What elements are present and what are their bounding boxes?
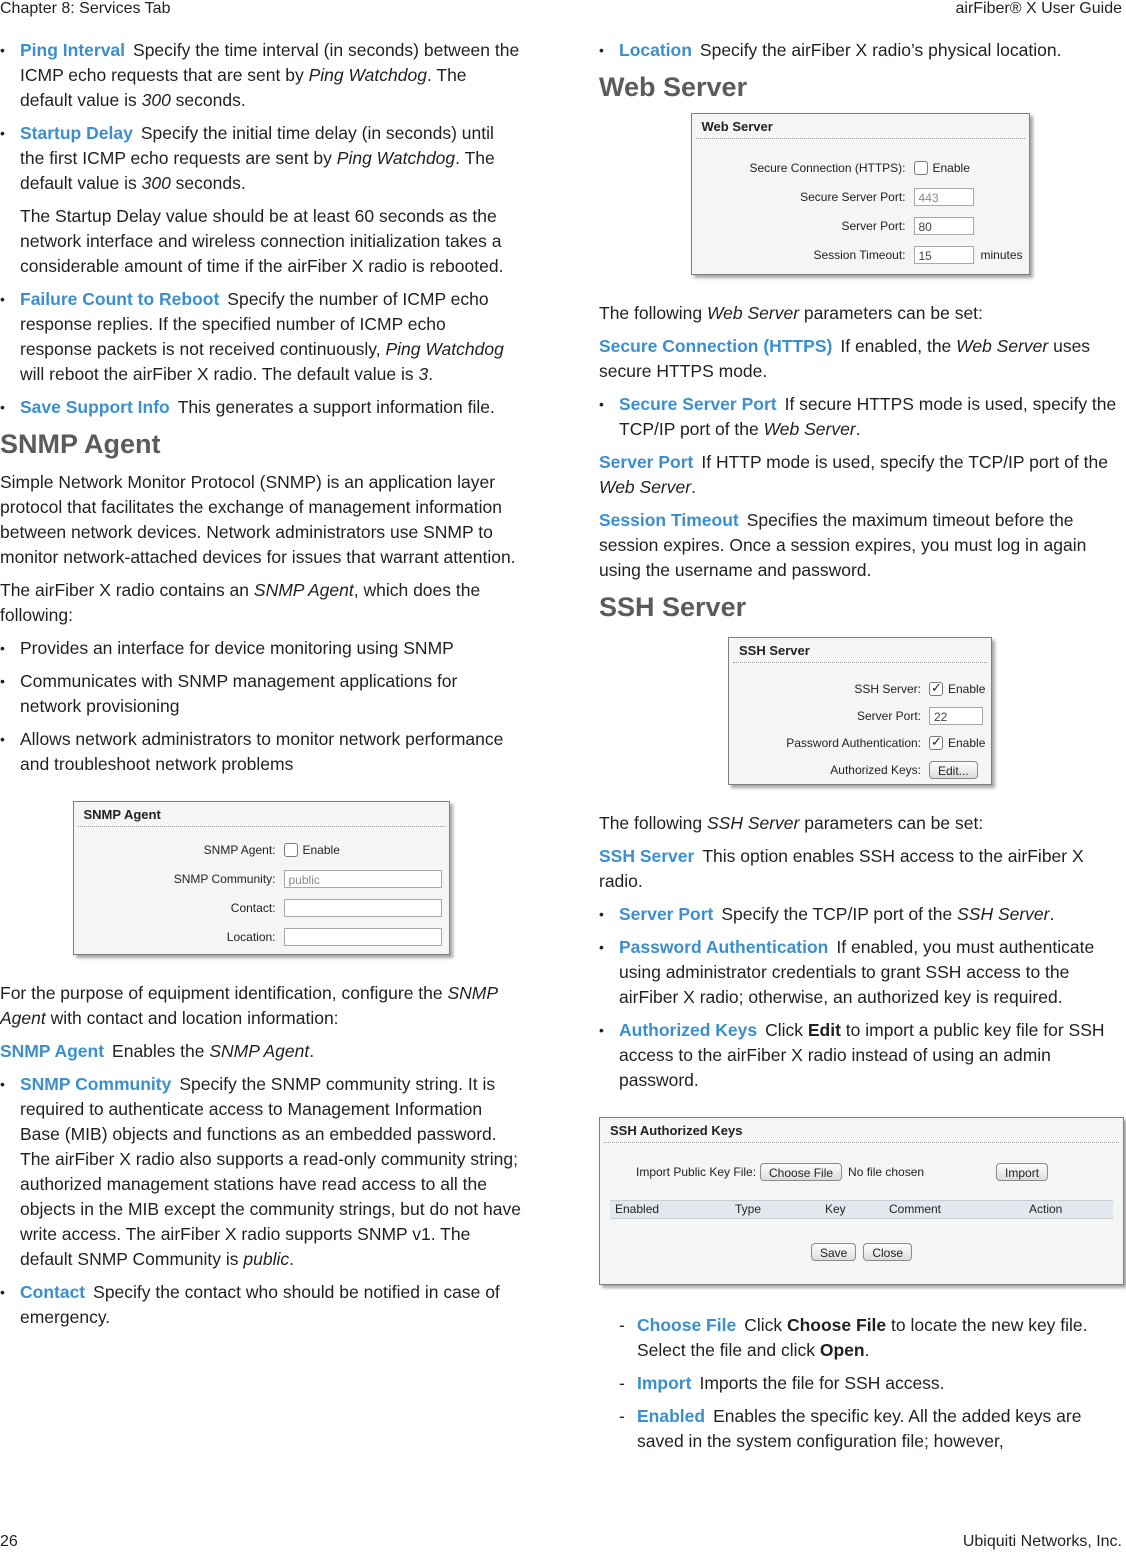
snmp-heading: SNMP Agent <box>0 429 161 459</box>
ssh-panel-title: SSH Server <box>733 638 987 663</box>
web-server-panel <box>691 113 1030 275</box>
contact-label: Contact: <box>230 900 276 915</box>
col-type: Type <box>735 1202 762 1216</box>
list-item: • Allows network administrators to monitor network performance and troubleshoot network problems <box>0 727 522 777</box>
session-timeout-input[interactable]: 15 <box>914 246 974 264</box>
choose-file-item: - Choose File Click Choose File to locate the new key file. Select the file and click Open. <box>599 1313 1121 1363</box>
snmp-agent-panel <box>73 801 450 955</box>
secure-connection-term: Secure Connection (HTTPS) <box>599 336 833 356</box>
snmp-contains: The airFiber X radio contains an SNMP Agent, which does the following: <box>0 580 481 625</box>
session-timeout-term: Session Timeout <box>599 510 739 530</box>
list-item: • Provides an interface for device monitoring using SNMP <box>0 636 522 661</box>
ssh-authorized-keys-panel <box>599 1117 1124 1285</box>
snmp-community-label: SNMP Community: <box>173 871 276 886</box>
ping-interval-term: Ping Interval <box>20 40 126 60</box>
col-action: Action <box>1029 1202 1063 1216</box>
ssh-port-term: Server Port <box>619 904 714 924</box>
startup-delay-term: Startup Delay <box>20 123 133 143</box>
session-timeout-label: Session Timeout: <box>813 247 906 262</box>
timeout-unit: minutes <box>980 247 1023 262</box>
ssh-server-label: SSH Server: <box>854 681 921 696</box>
purpose-text: For the purpose of equipment identification, configure the SNMP Agent with contact and location information: <box>0 983 498 1028</box>
contact-item: • Contact Specify the contact who should be notified in case of emergency. <box>0 1280 522 1330</box>
snmp-panel-title: SNMP Agent <box>78 802 445 827</box>
ssh-port-item: • Server Port Specify the TCP/IP port of the SSH Server. <box>599 902 1121 927</box>
failure-count-term: Failure Count to Reboot <box>20 289 220 309</box>
failure-count-item: • Failure Count to Reboot Specify the number of ICMP echo response replies. If the specified number of ICMP echo response packets is not received continuously, Ping Watchdog will reboot the airFiber X radio. The default value is 3. <box>0 287 522 387</box>
contact-term: Contact <box>20 1282 86 1302</box>
keys-table-header <box>610 1200 1113 1219</box>
server-port-label: Server Port: <box>841 218 906 233</box>
snmp-agent-label: SNMP Agent: <box>203 842 276 857</box>
close-button[interactable]: Close <box>863 1243 912 1261</box>
snmp-community-input[interactable]: public <box>284 870 442 888</box>
ssh-server-panel <box>728 637 992 785</box>
snmp-agent-desc: SNMP Agent Enables the SNMP Agent. <box>0 1041 315 1061</box>
chapter-header: Chapter 8: Services Tab <box>0 0 171 17</box>
server-port-desc: Server Port If HTTP mode is used, specify the TCP/IP port of the Web Server. <box>599 452 1108 497</box>
password-auth-label: Password Authentication: <box>786 735 921 750</box>
authorized-keys-item: • Authorized Keys Click Edit to import a public key file for SSH access to the airFiber X radio instead of using an admin password. <box>599 1018 1121 1093</box>
authorized-keys-term: Authorized Keys <box>619 1020 758 1040</box>
snmp-intro: Simple Network Monitor Protocol (SNMP) is an application layer protocol that facilitates the exchange of management information between network devices. Network administrators use SNMP to monitor network-attached devices for issues that warrant attention. <box>0 472 516 567</box>
password-auth-enable-label: Enable <box>948 735 986 750</box>
ping-interval-item: • Ping Interval Specify the time interval (in seconds) between the ICMP echo requests that are sent by Ping Watchdog. The default value is 300 seconds. <box>0 38 522 113</box>
ssh-enable-label: Enable <box>948 681 986 696</box>
ssh-server-desc: SSH Server This option enables SSH access to the airFiber X radio. <box>599 846 1084 891</box>
col-enabled: Enabled <box>615 1202 660 1216</box>
secure-connection-checkbox[interactable] <box>914 161 928 175</box>
list-item: • Communicates with SNMP management applications for network provisioning <box>0 669 522 719</box>
secure-port-term: Secure Server Port <box>619 394 777 414</box>
location-term: Location <box>619 40 692 60</box>
ssh-following: The following SSH Server parameters can be set: <box>599 813 984 833</box>
keys-panel-title: SSH Authorized Keys <box>604 1118 1119 1143</box>
enabled-item: - Enabled Enables the specific key. All the added keys are saved in the system configuration file; however, <box>599 1404 1121 1454</box>
snmp-community-term: SNMP Community <box>20 1074 172 1094</box>
company-footer: Ubiquiti Networks, Inc. <box>962 1533 1122 1550</box>
choose-file-button[interactable]: Choose File <box>760 1163 842 1181</box>
server-port-term: Server Port <box>599 452 694 472</box>
ssh-server-heading: SSH Server <box>599 592 747 622</box>
col-comment: Comment <box>889 1202 942 1216</box>
web-following: The following Web Server parameters can be set: <box>599 303 983 323</box>
ssh-server-checkbox[interactable] <box>929 682 943 696</box>
location-input[interactable] <box>284 928 442 946</box>
import-key-label: Import Public Key File: <box>636 1164 757 1179</box>
authorized-keys-label: Authorized Keys: <box>830 762 921 777</box>
password-auth-checkbox[interactable] <box>929 736 943 750</box>
ssh-port-label: Server Port: <box>856 708 921 723</box>
import-item: - Import Imports the file for SSH access. <box>599 1371 1121 1396</box>
snmp-agent-enable-label: Enable <box>302 842 340 857</box>
secure-port-item: • Secure Server Port If secure HTTPS mode is used, specify the TCP/IP port of the Web Server. <box>599 392 1121 442</box>
enabled-term: Enabled <box>637 1406 706 1426</box>
left-column <box>0 38 522 1338</box>
ssh-port-input[interactable]: 22 <box>929 707 983 725</box>
secure-connection-desc: Secure Connection (HTTPS) If enabled, the Web Server uses secure HTTPS mode. <box>599 336 1091 381</box>
location-label: Location: <box>226 929 276 944</box>
contact-input[interactable] <box>284 899 442 917</box>
secure-port-label: Secure Server Port: <box>800 189 906 204</box>
secure-connection-label: Secure Connection (HTTPS): <box>749 160 906 175</box>
snmp-agent-checkbox[interactable] <box>284 843 298 857</box>
password-auth-term: Password Authentication <box>619 937 829 957</box>
edit-keys-button[interactable]: Edit... <box>929 761 978 779</box>
import-button[interactable]: Import <box>996 1163 1048 1181</box>
secure-port-input[interactable]: 443 <box>914 188 974 206</box>
ssh-server-term: SSH Server <box>599 846 695 866</box>
snmp-agent-term: SNMP Agent <box>0 1041 105 1061</box>
right-column <box>599 38 1121 1462</box>
no-file-chosen: No file chosen <box>848 1164 925 1179</box>
startup-note: The Startup Delay value should be at least 60 seconds as the network interface and wireless connection initialization takes a considerable amount of time if the airFiber X radio is rebooted. <box>20 206 504 276</box>
save-support-term: Save Support Info <box>20 397 170 417</box>
import-term: Import <box>637 1373 692 1393</box>
save-button[interactable]: Save <box>811 1243 856 1261</box>
col-key: Key <box>825 1202 846 1216</box>
web-panel-title: Web Server <box>696 114 1025 139</box>
guide-header: airFiber® X User Guide <box>955 0 1122 17</box>
choose-file-term: Choose File <box>637 1315 737 1335</box>
startup-delay-item: • Startup Delay Specify the initial time delay (in seconds) until the first ICMP echo requests are sent by Ping Watchdog. The default value is 300 seconds. <box>0 121 522 196</box>
save-support-item: • Save Support Info This generates a support information file. <box>0 395 522 420</box>
secure-enable-label: Enable <box>932 160 970 175</box>
snmp-community-item: • SNMP Community Specify the SNMP community string. It is required to authenticate access to Management Information Base (MIB) objects and functions as an embedded password. The airFiber X radio also supports a read-only community string; authorized management stations have read access to all the objects in the MIB except the community strings, but do not have write access. The airFiber X radio supports SNMP v1. The default SNMP Community is public. <box>0 1072 522 1272</box>
password-auth-item: • Password Authentication If enabled, you must authenticate using administrator credentials to grant SSH access to the airFiber X radio; otherwise, an authorized key is required. <box>599 935 1121 1010</box>
web-server-heading: Web Server <box>599 72 748 102</box>
page-number: 26 <box>0 1533 18 1550</box>
session-timeout-desc: Session Timeout Specifies the maximum timeout before the session expires. Once a session expires, you must log in again using the username and password. <box>599 510 1087 580</box>
location-item: • Location Specify the airFiber X radio’s physical location. <box>599 38 1121 63</box>
server-port-input[interactable]: 80 <box>914 217 974 235</box>
